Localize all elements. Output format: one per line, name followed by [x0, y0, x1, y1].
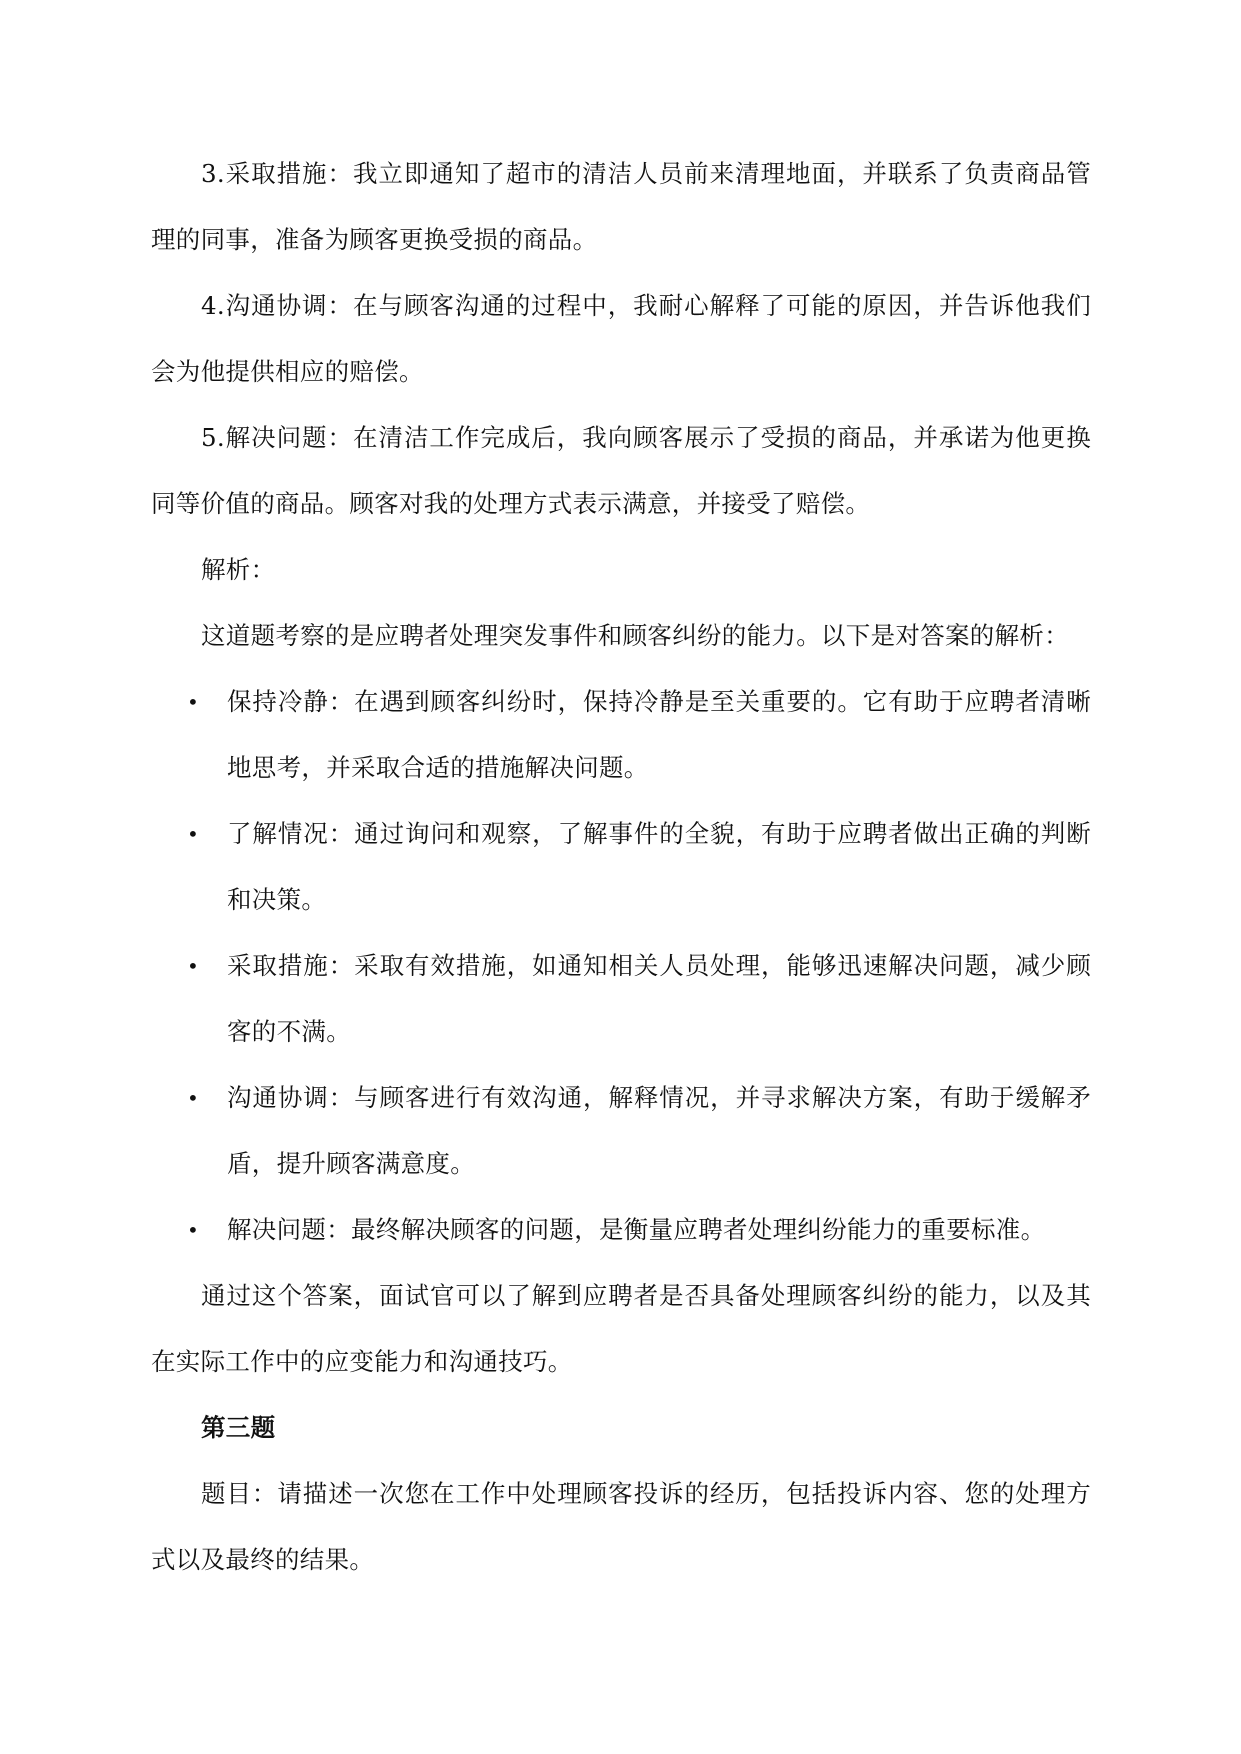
document-body	[151, 141, 1091, 1593]
step-communicate: 4.沟通协调：在与顾客沟通的过程中，我耐心解释了可能的原因，并告诉他我们会为他提供相应的赔偿。	[151, 291, 1091, 386]
list-item	[151, 1197, 1091, 1263]
section-heading: 第三题	[201, 1413, 276, 1442]
bullet-icon: •	[187, 822, 200, 846]
bullet-text: 了解情况：通过询问和观察，了解事件的全貌，有助于应聘者做出正确的判断和决策。	[227, 819, 1091, 914]
bullet-icon: •	[187, 1218, 200, 1242]
bullet-text: 沟通协调：与顾客进行有效沟通，解释情况，并寻求解决方案，有助于缓解矛盾，提升顾客满意度。	[227, 1083, 1091, 1178]
analysis-bullet-list	[151, 669, 1091, 1263]
list-item	[151, 801, 1091, 933]
question-paragraph: 题目：请描述一次您在工作中处理顾客投诉的经历，包括投诉内容、您的处理方式以及最终的结果。	[151, 1479, 1091, 1574]
analysis-label: 解析：	[201, 555, 276, 584]
bullet-icon: •	[187, 1086, 200, 1110]
bullet-text: 解决问题：最终解决顾客的问题，是衡量应聘者处理纠纷能力的重要标准。	[227, 1215, 1046, 1244]
analysis-intro: 这道题考察的是应聘者处理突发事件和顾客纠纷的能力。以下是对答案的解析：	[201, 621, 1069, 650]
bullet-text: 保持冷静：在遇到顾客纠纷时，保持冷静是至关重要的。它有助于应聘者清晰地思考，并采取合适的措施解决问题。	[227, 687, 1091, 782]
bullet-icon: •	[187, 690, 200, 714]
step-resolve: 5.解决问题：在清洁工作完成后，我向顾客展示了受损的商品，并承诺为他更换同等价值的商品。顾客对我的处理方式表示满意，并接受了赔偿。	[151, 423, 1091, 518]
step-take-measures: 3.采取措施：我立即通知了超市的清洁人员前来清理地面，并联系了负责商品管理的同事，准备为顾客更换受损的商品。	[151, 159, 1091, 254]
list-item	[151, 669, 1091, 801]
conclusion-paragraph: 通过这个答案，面试官可以了解到应聘者是否具备处理顾客纠纷的能力，以及其在实际工作中的应变能力和沟通技巧。	[151, 1281, 1091, 1376]
bullet-text: 采取措施：采取有效措施，如通知相关人员处理，能够迅速解决问题，减少顾客的不满。	[227, 951, 1091, 1046]
list-item	[151, 1065, 1091, 1197]
bullet-icon: •	[187, 954, 200, 978]
list-item	[151, 933, 1091, 1065]
